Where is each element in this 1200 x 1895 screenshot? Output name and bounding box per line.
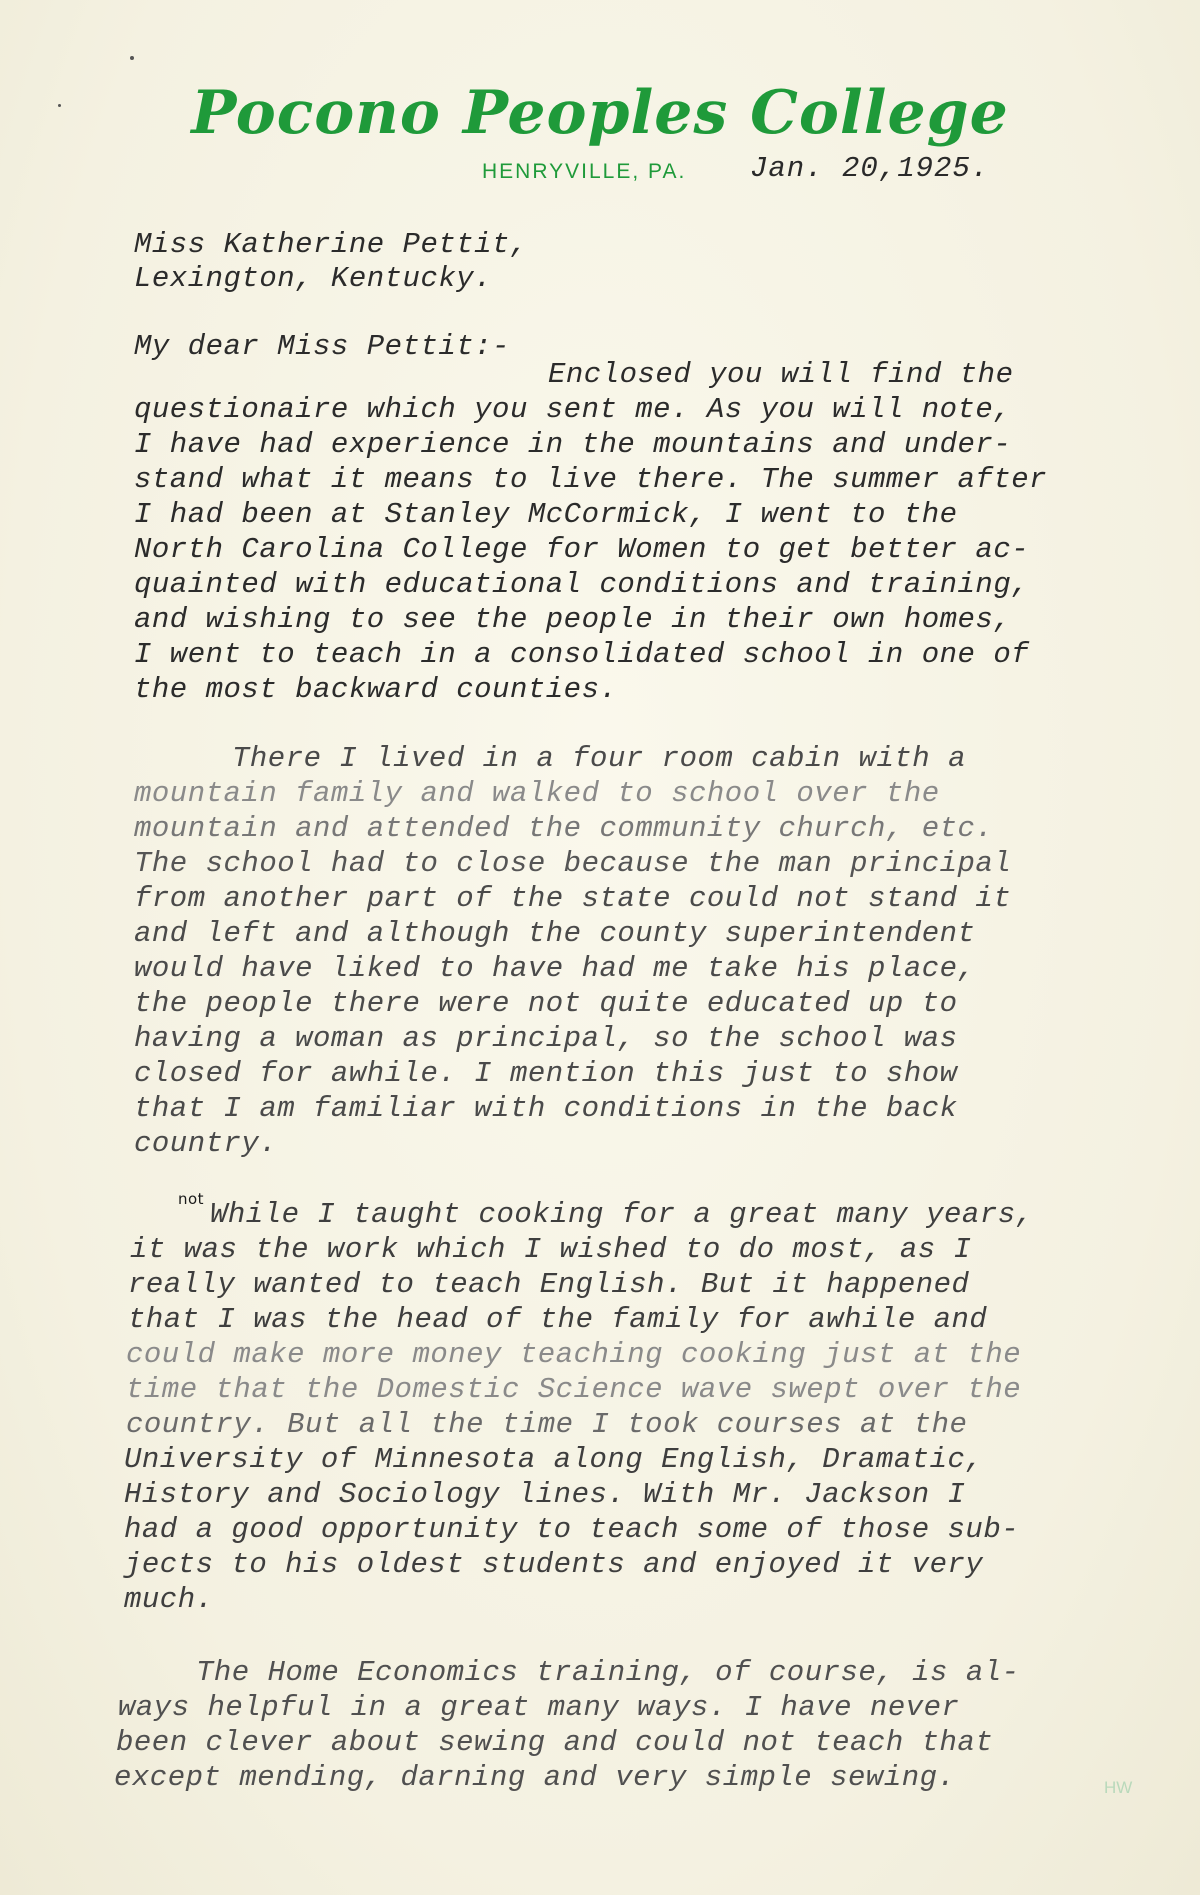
text-line: the most backward counties.	[134, 673, 618, 706]
text-line: country.	[134, 1127, 278, 1160]
text-line: While I taught cooking for a great many years,	[210, 1198, 1034, 1231]
text-line: University of Minnesota along English, Dramatic,	[124, 1443, 984, 1476]
text-line: I went to teach in a consolidated school in one of	[134, 638, 1030, 671]
text-line: that I am familiar with conditions in the back	[134, 1092, 958, 1125]
text-line: North Carolina College for Women to get better ac-	[134, 533, 1030, 566]
text-line: much.	[124, 1583, 214, 1616]
archive-mark: HW	[1104, 1778, 1133, 1797]
text-line: There I lived in a four room cabin with a	[232, 742, 967, 775]
text-line: The school had to close because the man principal	[134, 847, 1012, 880]
paper-speck	[130, 56, 134, 60]
text-line: had a good opportunity to teach some of those sub-	[124, 1513, 1020, 1546]
text-line: country. But all the time I took courses at the	[126, 1408, 968, 1441]
text-line: really wanted to teach English. But it happened	[128, 1268, 970, 1301]
text-line: mountain and attended the community church, etc.	[134, 812, 994, 845]
text-line: it was the work which I wished to do most, as I	[130, 1233, 972, 1266]
text-line: the people there were not quite educated up to	[134, 987, 958, 1020]
text-line: been clever about sewing and could not teach that	[116, 1726, 994, 1759]
text-line: having a woman as principal, so the school was	[134, 1022, 958, 1055]
text-line: The Home Economics training, of course, is al-	[196, 1656, 1020, 1689]
text-line: mountain family and walked to school over the	[134, 777, 940, 810]
paper-speck	[58, 104, 61, 107]
text-line: and left and although the county superintendent	[134, 917, 976, 950]
text-line: I have had experience in the mountains and under-	[134, 428, 1012, 461]
text-line: that I was the head of the family for awhile and	[128, 1303, 988, 1336]
text-line: could make more money teaching cooking just at the	[126, 1338, 1022, 1371]
text-line: except mending, darning and very simple sewing.	[114, 1761, 956, 1794]
letter-date: Jan. 20,1925.	[750, 152, 990, 185]
text-line: Enclosed you will find the	[548, 358, 1014, 391]
text-line: stand what it means to live there. The summer after	[134, 463, 1048, 496]
text-line: closed for awhile. I mention this just to show	[134, 1057, 958, 1090]
text-line: quainted with educational conditions and training,	[134, 568, 1030, 601]
addressee-name: Miss Katherine Pettit,	[134, 228, 528, 261]
handwritten-insertion: not	[178, 1190, 205, 1208]
text-line: I had been at Stanley McCormick, I went to the	[134, 498, 958, 531]
text-line: and wishing to see the people in their own homes,	[134, 603, 1012, 636]
text-line: jects to his oldest students and enjoyed it very	[124, 1548, 984, 1581]
letterhead-title: Pocono Peoples College	[191, 78, 1009, 148]
salutation: My dear Miss Pettit:-	[134, 330, 510, 363]
text-line: time that the Domestic Science wave swept over the	[126, 1373, 1022, 1406]
text-line: questionaire which you sent me. As you will note,	[134, 393, 1012, 426]
letterhead-location: HENRYVILLE, PA.	[482, 160, 687, 183]
addressee-city: Lexington, Kentucky.	[134, 262, 493, 295]
text-line: from another part of the state could not stand it	[134, 882, 1012, 915]
text-line: would have liked to have had me take his place,	[134, 952, 976, 985]
text-line: History and Sociology lines. With Mr. Jackson I	[124, 1478, 966, 1511]
text-line: ways helpful in a great many ways. I have never	[118, 1691, 960, 1724]
